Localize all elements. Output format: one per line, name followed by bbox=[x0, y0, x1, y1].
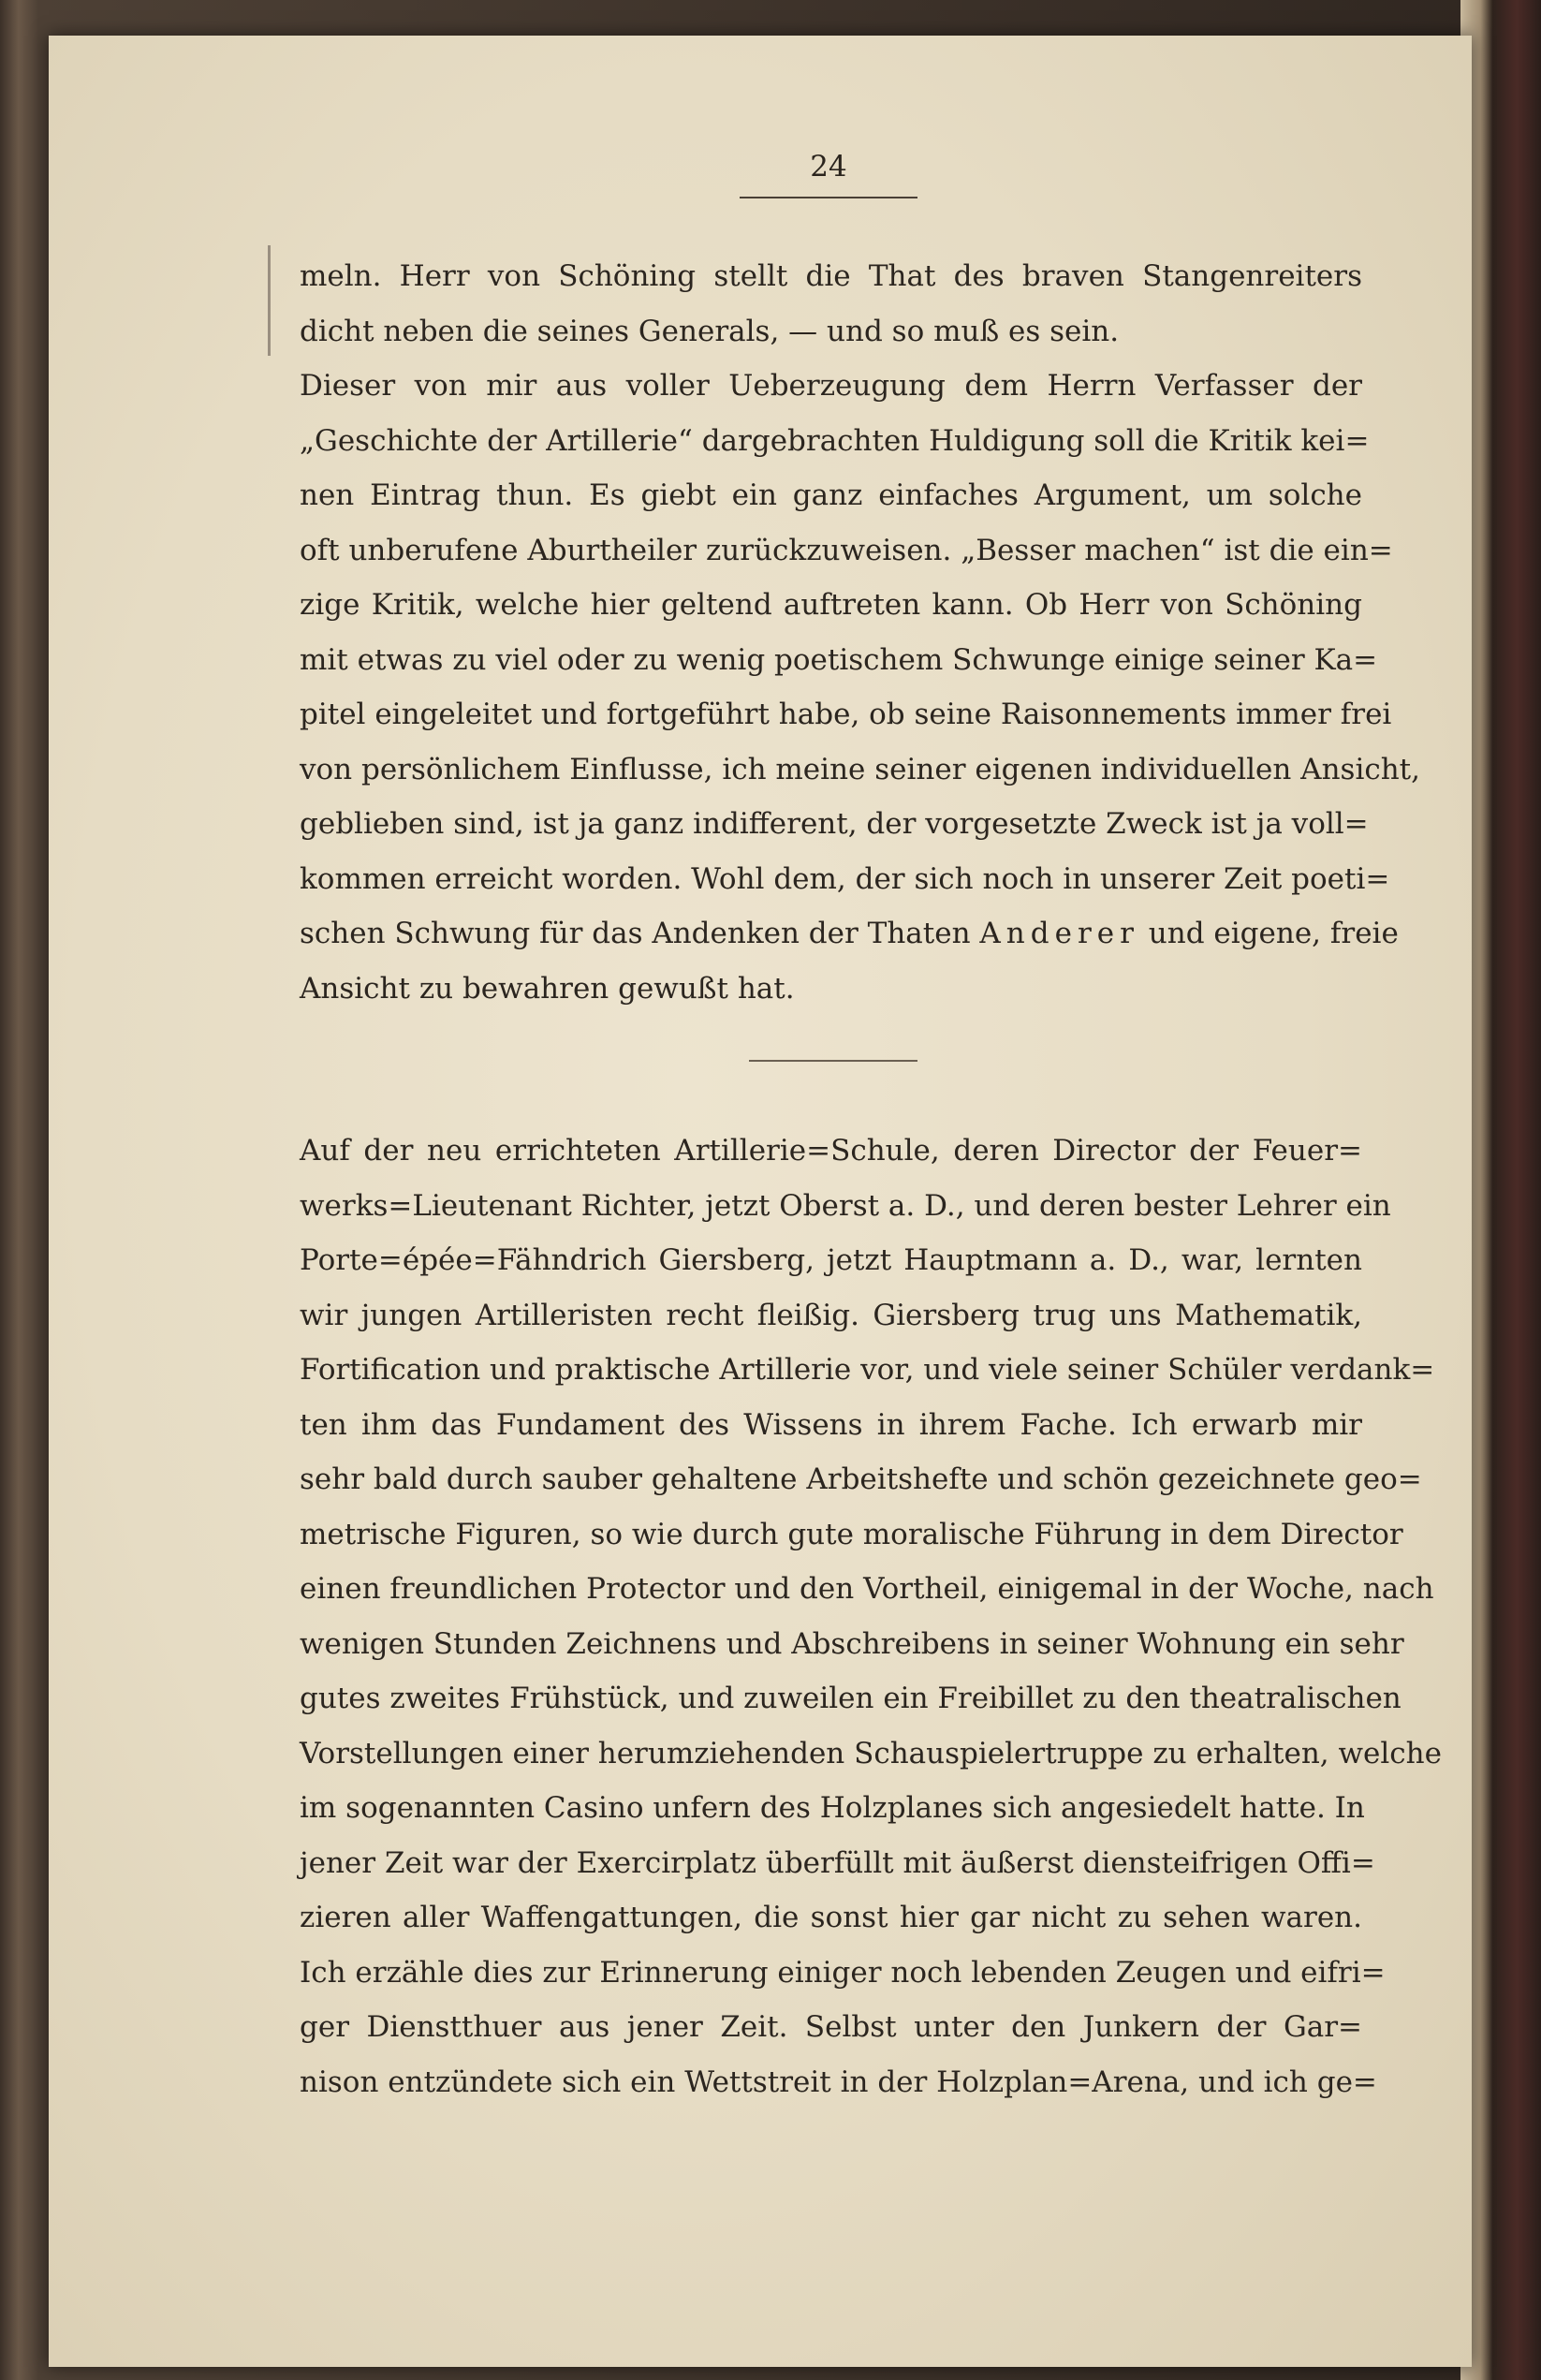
text-line: Vorstellungen einer herumziehenden Schauspielertruppe zu erhalten, welche bbox=[300, 1736, 1442, 1770]
text-line: dicht neben die seines Generals, — und so muß es sein. bbox=[300, 314, 1120, 348]
text-line: Fortification und praktische Artillerie vor, und viele seiner Schüler verdank= bbox=[300, 1353, 1435, 1387]
text-line: nison entzündete sich ein Wettstreit in der Holzplan=Arena, und ich ge= bbox=[300, 2064, 1377, 2099]
text-line bbox=[300, 906, 1399, 962]
text-line: metrische Figuren, so wie durch gute moralische Führung in dem Director bbox=[300, 1517, 1403, 1551]
section-divider bbox=[749, 1060, 917, 1062]
emphasized-word: Anderer bbox=[979, 917, 1139, 950]
text-line: nen Eintrag thun. Es giebt ein ganz einfaches Argument, um solche bbox=[300, 478, 1362, 512]
margin-mark bbox=[268, 245, 271, 356]
paragraph-block-2 bbox=[300, 1124, 1442, 2109]
text-line: geblieben sind, ist ja ganz indifferent, der vorgesetzte Zweck ist ja voll= bbox=[300, 807, 1369, 841]
text-line: kommen erreicht worden. Wohl dem, der sich noch in unserer Zeit poeti= bbox=[300, 861, 1390, 896]
text-line: werks=Lieutenant Richter, jetzt Oberst a. D., und deren bester Lehrer ein bbox=[300, 1188, 1391, 1223]
text-line: ten ihm das Fundament des Wissens in ihrem Fache. Ich erwarb mir bbox=[300, 1407, 1362, 1442]
text-line: gutes zweites Frühstück, und zuweilen ein Freibillet zu den theatralischen bbox=[300, 1682, 1402, 1715]
text-line: im sogenannten Casino unfern des Holzplanes sich angesiedelt hatte. In bbox=[300, 1791, 1365, 1825]
book-edge bbox=[1460, 0, 1541, 2380]
text-line: Auf der neu errichteten Artillerie=Schule, deren Director der Feuer= bbox=[300, 1134, 1362, 1168]
text-line: oft unberufene Aburtheiler zurückzuweisen. „Besser machen“ ist die ein= bbox=[300, 533, 1393, 567]
text-line: von persönlichem Einflusse, ich meine seiner eigenen individuellen Ansicht, bbox=[300, 752, 1420, 786]
text-line: pitel eingeleitet und fortgeführt habe, ob seine Raisonnements immer frei bbox=[300, 698, 1392, 731]
text-line: sehr bald durch sauber gehaltene Arbeitshefte und schön gezeichnete geo= bbox=[300, 1462, 1422, 1496]
text-line: Dieser von mir aus voller Ueberzeugung dem Herrn Verfasser der bbox=[300, 369, 1362, 403]
text-line: „Geschichte der Artillerie“ dargebrachten Huldigung soll die Kritik kei= bbox=[300, 423, 1370, 458]
text-line: meln. Herr von Schöning stellt die That des braven Stangenreiters bbox=[300, 259, 1362, 293]
text-line: wenigen Stunden Zeichnens und Abschreibens in seiner Wohnung ein sehr bbox=[300, 1626, 1404, 1661]
text-line: einen freundlichen Protector und den Vortheil, einigemal in der Woche, nach bbox=[300, 1572, 1434, 1606]
text-line-start: schen Schwung für das Andenken der Thaten bbox=[300, 917, 971, 950]
paragraph-block-1 bbox=[300, 249, 1420, 1016]
text-line: Porte=épée=Fähndrich Giersberg, jetzt Hauptmann a. D., war, lernten bbox=[300, 1243, 1362, 1277]
text-line: mit etwas zu viel oder zu wenig poetischem Schwunge einige seiner Ka= bbox=[300, 642, 1378, 677]
text-line: Ansicht zu bewahren gewußt hat. bbox=[300, 971, 795, 1006]
text-line: Ich erzähle dies zur Erinnerung einiger noch lebenden Zeugen und eifri= bbox=[300, 1955, 1386, 1990]
page-number: 24 bbox=[810, 150, 847, 184]
text-line-end: und eigene, freie bbox=[1148, 917, 1399, 950]
text-line: jener Zeit war der Exercirplatz überfüllt mit äußerst diensteifrigen Offi= bbox=[300, 1845, 1375, 1880]
text-line: ger Dienstthuer aus jener Zeit. Selbst unter den Junkern der Gar= bbox=[300, 2010, 1362, 2044]
page-number-rule bbox=[740, 197, 917, 198]
text-line: wir jungen Artilleristen recht fleißig. Giersberg trug uns Mathematik, bbox=[300, 1298, 1362, 1332]
text-line: zige Kritik, welche hier geltend auftreten kann. Ob Herr von Schöning bbox=[300, 588, 1362, 622]
text-line: zieren aller Waffengattungen, die sonst hier gar nicht zu sehen waren. bbox=[300, 1901, 1362, 1934]
